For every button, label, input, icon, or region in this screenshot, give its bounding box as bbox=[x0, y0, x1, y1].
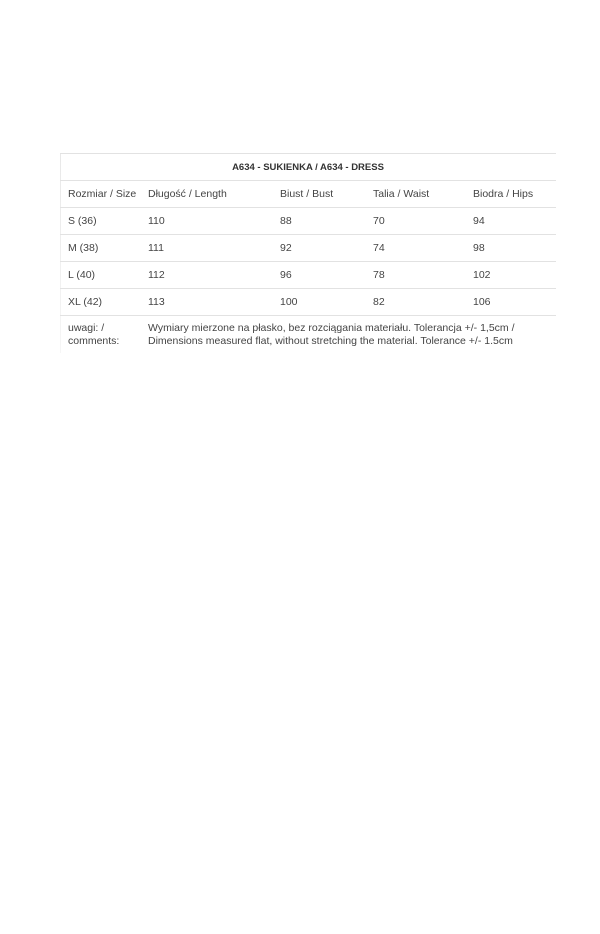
cell-hips: 102 bbox=[465, 262, 556, 289]
table-row bbox=[60, 262, 556, 289]
cell-length: 112 bbox=[140, 262, 272, 289]
cell-size: L (40) bbox=[60, 262, 140, 289]
cell-bust: 96 bbox=[272, 262, 365, 289]
table-row bbox=[60, 235, 556, 262]
header-waist: Talia / Waist bbox=[365, 181, 465, 208]
cell-hips: 94 bbox=[465, 208, 556, 235]
notes-text: Wymiary mierzone na płasko, bez rozciągania materiału. Tolerancja +/- 1,5cm / Dimensions measured flat, without stretching the material. Tolerance +/- 1.5cm bbox=[148, 322, 515, 347]
header-length: Długość / Length bbox=[140, 181, 272, 208]
cell-waist: 70 bbox=[365, 208, 465, 235]
cell-waist: 82 bbox=[365, 289, 465, 316]
table-title: A634 - SUKIENKA / A634 - DRESS bbox=[60, 154, 556, 181]
cell-waist: 78 bbox=[365, 262, 465, 289]
table-row bbox=[60, 289, 556, 316]
cell-length: 110 bbox=[140, 208, 272, 235]
cell-size: XL (42) bbox=[60, 289, 140, 316]
cell-size: M (38) bbox=[60, 235, 140, 262]
size-table bbox=[60, 154, 556, 356]
cell-waist: 74 bbox=[365, 235, 465, 262]
table-header-row bbox=[60, 181, 556, 208]
cell-hips: 106 bbox=[465, 289, 556, 316]
table-notes-row bbox=[60, 316, 556, 357]
cell-length: 111 bbox=[140, 235, 272, 262]
header-bust: Biust / Bust bbox=[272, 181, 365, 208]
cell-bust: 88 bbox=[272, 208, 365, 235]
table-row bbox=[60, 208, 556, 235]
notes-label: uwagi: / comments: bbox=[68, 322, 120, 347]
cell-bust: 100 bbox=[272, 289, 365, 316]
cell-length: 113 bbox=[140, 289, 272, 316]
table-title-row bbox=[60, 154, 556, 181]
size-chart bbox=[60, 153, 556, 356]
cell-bust: 92 bbox=[272, 235, 365, 262]
cell-hips: 98 bbox=[465, 235, 556, 262]
header-hips: Biodra / Hips bbox=[465, 181, 556, 208]
cell-size: S (36) bbox=[60, 208, 140, 235]
header-size: Rozmiar / Size bbox=[60, 181, 140, 208]
